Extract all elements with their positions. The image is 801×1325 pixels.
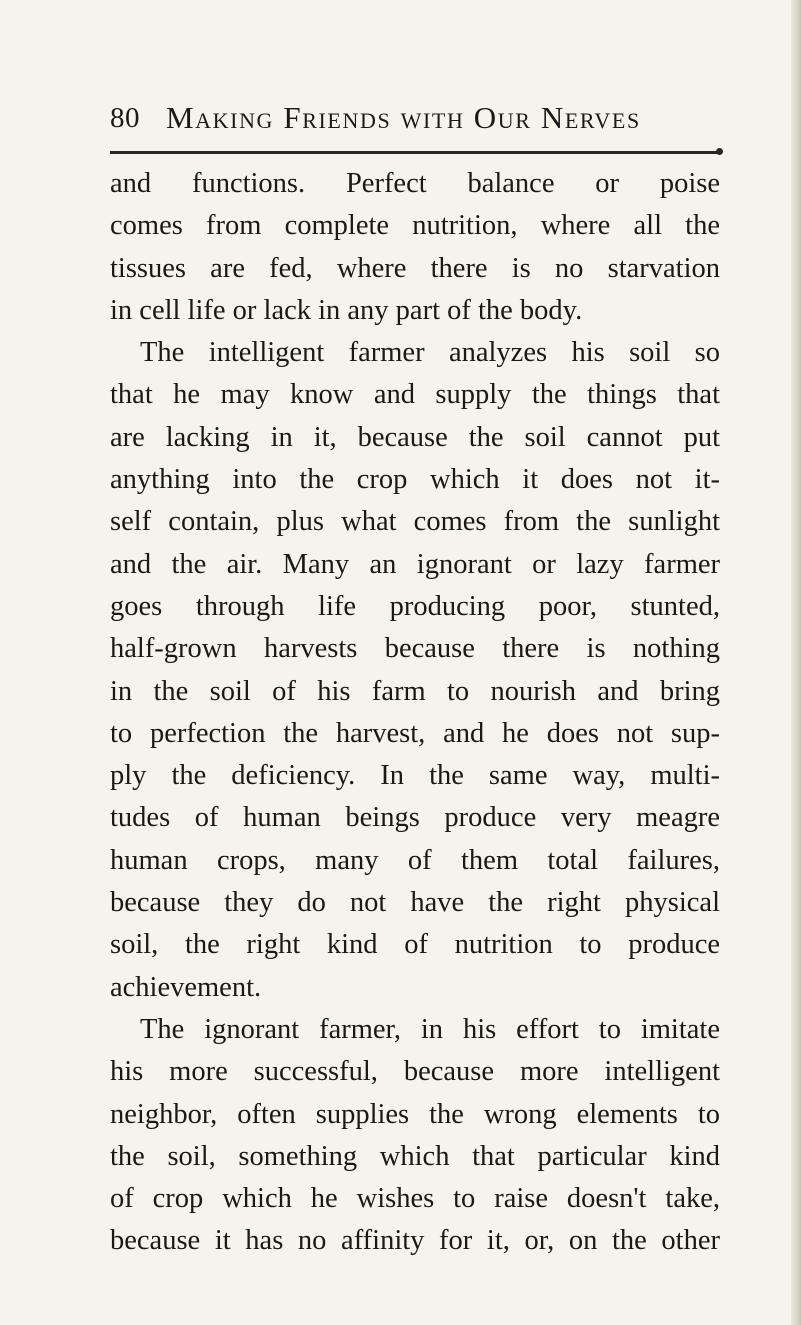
- header-rule: [110, 151, 722, 154]
- text-line: tissues are fed, where there is no starvation: [110, 252, 720, 284]
- text-line: that he may know and supply the things that: [110, 379, 720, 411]
- paragraph-first-line: The intelligent farmer analyzes his soil so: [140, 337, 720, 369]
- text-line: goes through life producing poor, stunted,: [110, 590, 720, 622]
- text-line: are lacking in it, because the soil cannot put: [110, 421, 720, 453]
- running-title: Making Friends with Our Nerves: [166, 100, 641, 135]
- text-line: and functions. Perfect balance or poise: [110, 168, 720, 199]
- text-line: the soil, something which that particular kind: [110, 1140, 720, 1172]
- running-head: [110, 100, 722, 144]
- text-line: to perfection the harvest, and he does not sup-: [110, 717, 720, 749]
- text-line: in the soil of his farm to nourish and bring: [110, 675, 720, 707]
- page-edge-shadow: [791, 0, 801, 1325]
- text-line: human crops, many of them total failures,: [110, 844, 720, 876]
- text-line: in cell life or lack in any part of the body.: [110, 294, 583, 326]
- page-number: 80: [110, 102, 140, 134]
- paragraph-first-line: The ignorant farmer, in his effort to imitate: [140, 1013, 720, 1045]
- text-line: and the air. Many an ignorant or lazy farmer: [110, 548, 720, 580]
- text-line: achievement.: [110, 971, 262, 1003]
- text-line: self contain, plus what comes from the sunlight: [110, 506, 720, 538]
- text-line: because it has no affinity for it, or, on the other: [110, 1225, 720, 1257]
- text-line: neighbor, often supplies the wrong elements to: [110, 1098, 720, 1130]
- text-line: soil, the right kind of nutrition to produce: [110, 929, 720, 961]
- text-line: ply the deficiency. In the same way, multi-: [110, 760, 720, 792]
- text-line: tudes of human beings produce very meagre: [110, 802, 720, 834]
- body-text: [110, 163, 720, 1263]
- text-line: because they do not have the right physical: [110, 887, 720, 919]
- text-line: half-grown harvests because there is nothing: [110, 633, 720, 665]
- text-line: comes from complete nutrition, where all the: [110, 210, 720, 242]
- text-line: of crop which he wishes to raise doesn't take,: [110, 1183, 720, 1215]
- header-rule-terminal: [716, 148, 723, 155]
- text-line: anything into the crop which it does not it-: [110, 464, 720, 496]
- text-line: his more successful, because more intelligent: [110, 1056, 720, 1088]
